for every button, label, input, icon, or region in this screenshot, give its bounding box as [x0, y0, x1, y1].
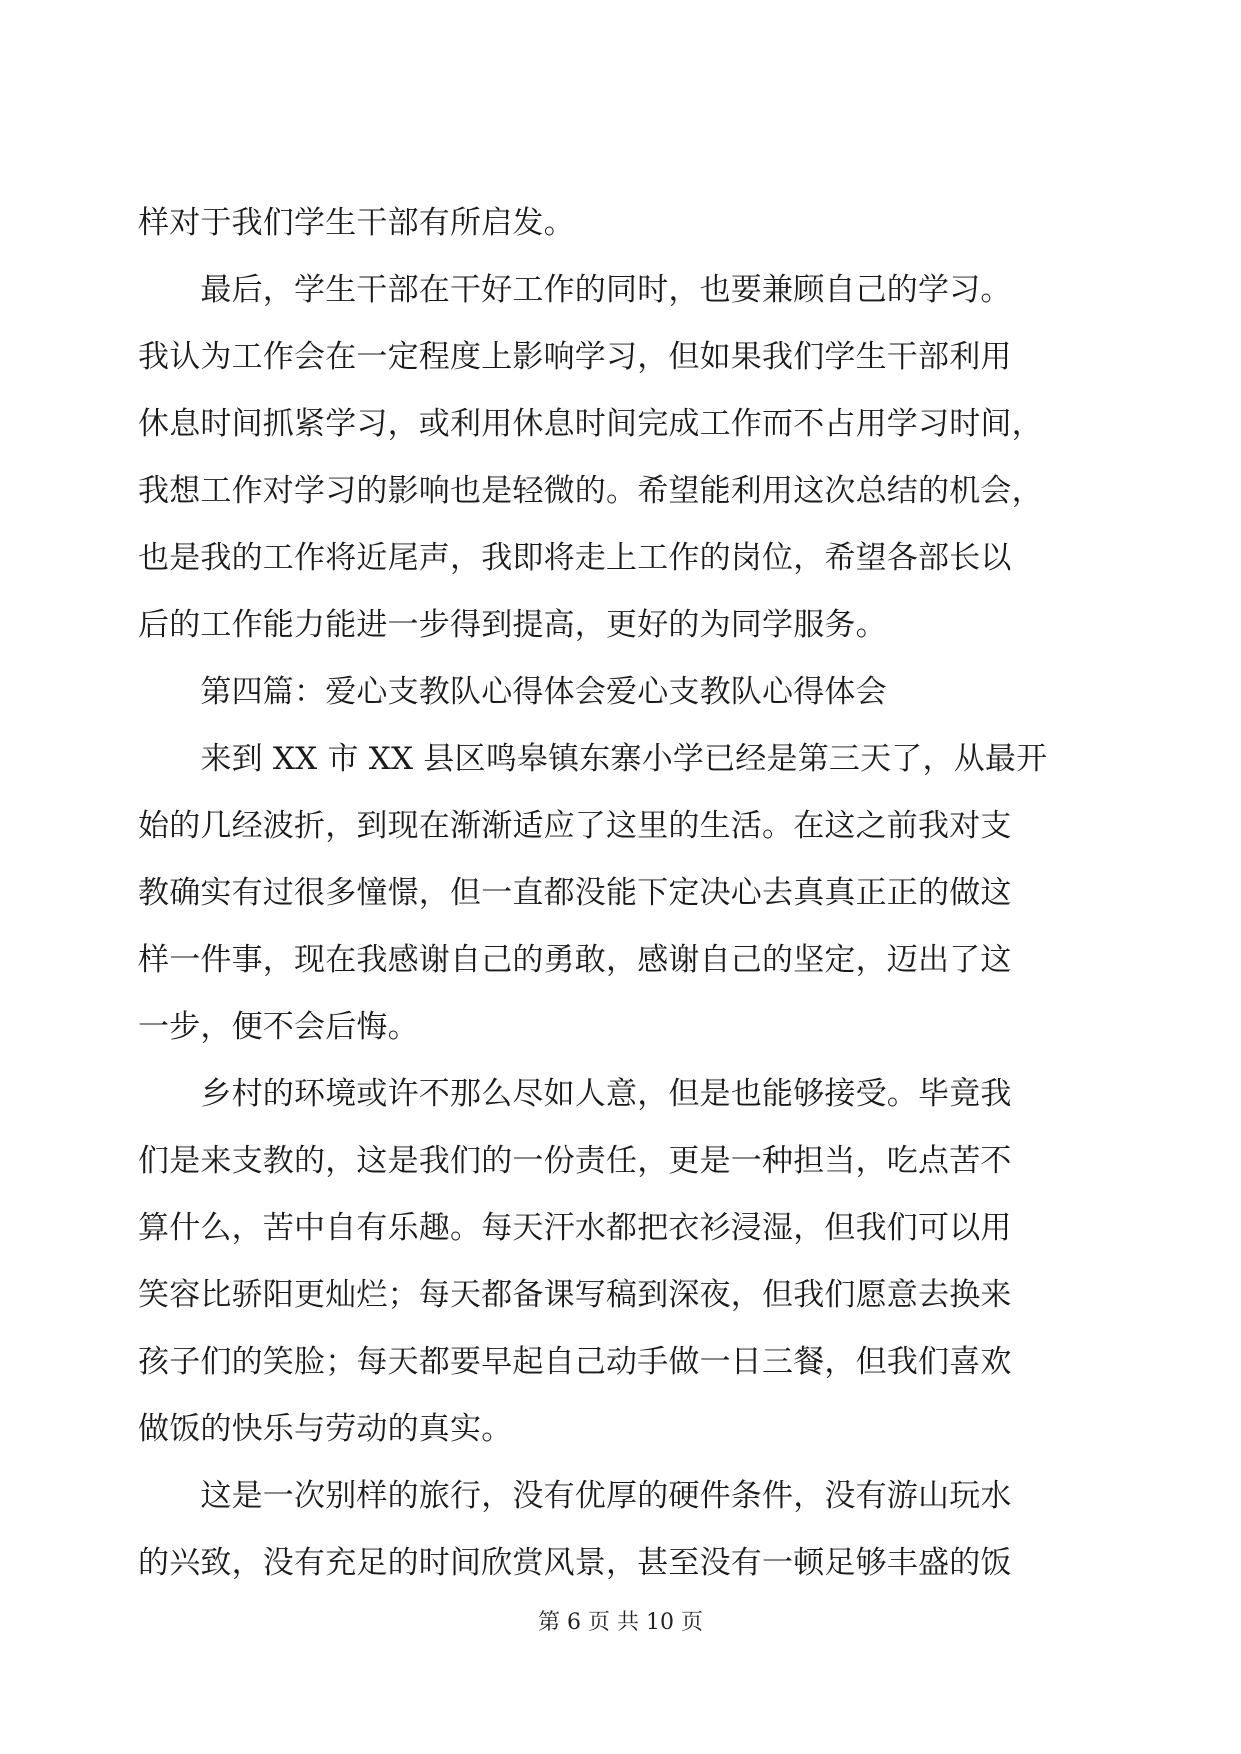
text-line: 一步，便不会后悔。	[138, 1009, 419, 1045]
text-line: 的兴致，没有充足的时间欣赏风景，甚至没有一顿足够丰盛的饭	[138, 1545, 1012, 1581]
text-line: 我认为工作会在一定程度上影响学习，但如果我们学生干部利用	[138, 339, 1012, 375]
text-line: 样对于我们学生干部有所启发。	[138, 205, 575, 241]
page-number-footer: 第 6 页 共 10 页	[538, 1610, 703, 1635]
text-line: 孩子们的笑脸；每天都要早起自己动手做一日三餐，但我们喜欢	[138, 1344, 1012, 1380]
text-line: 这是一次别样的旅行，没有优厚的硬件条件，没有游山玩水	[138, 1478, 1012, 1514]
text-line: 笑容比骄阳更灿烂；每天都备课写稿到深夜，但我们愿意去换来	[138, 1277, 1012, 1313]
text-line: 我想工作对学习的影响也是轻微的。希望能利用这次总结的机会，	[138, 473, 1043, 509]
text-line: 来到 XX 市 XX 县区鸣皋镇东寨小学已经是第三天了，从最开	[138, 741, 1048, 777]
text-line: 们是来支教的，这是我们的一份责任，更是一种担当，吃点苦不	[138, 1143, 1012, 1179]
text-line: 休息时间抓紧学习，或利用休息时间完成工作而不占用学习时间，	[138, 406, 1043, 442]
text-line: 最后，学生干部在干好工作的同时，也要兼顾自己的学习。	[138, 272, 1012, 308]
text-line: 后的工作能力能进一步得到提高，更好的为同学服务。	[138, 607, 887, 643]
text-line: 也是我的工作将近尾声，我即将走上工作的岗位，希望各部长以	[138, 540, 1012, 576]
text-line: 样一件事，现在我感谢自己的勇敢，感谢自己的坚定，迈出了这	[138, 942, 1012, 978]
text-line: 乡村的环境或许不那么尽如人意，但是也能够接受。毕竟我	[138, 1076, 1012, 1112]
text-line: 始的几经波折，到现在渐渐适应了这里的生活。在这之前我对支	[138, 808, 1012, 844]
text-line: 做饭的快乐与劳动的真实。	[138, 1411, 513, 1447]
section-heading: 第四篇：爱心支教队心得体会爱心支教队心得体会	[138, 674, 887, 710]
text-line: 算什么，苦中自有乐趣。每天汗水都把衣衫浸湿，但我们可以用	[138, 1210, 1012, 1246]
text-line: 教确实有过很多憧憬，但一直都没能下定决心去真真正正的做这	[138, 875, 1012, 911]
